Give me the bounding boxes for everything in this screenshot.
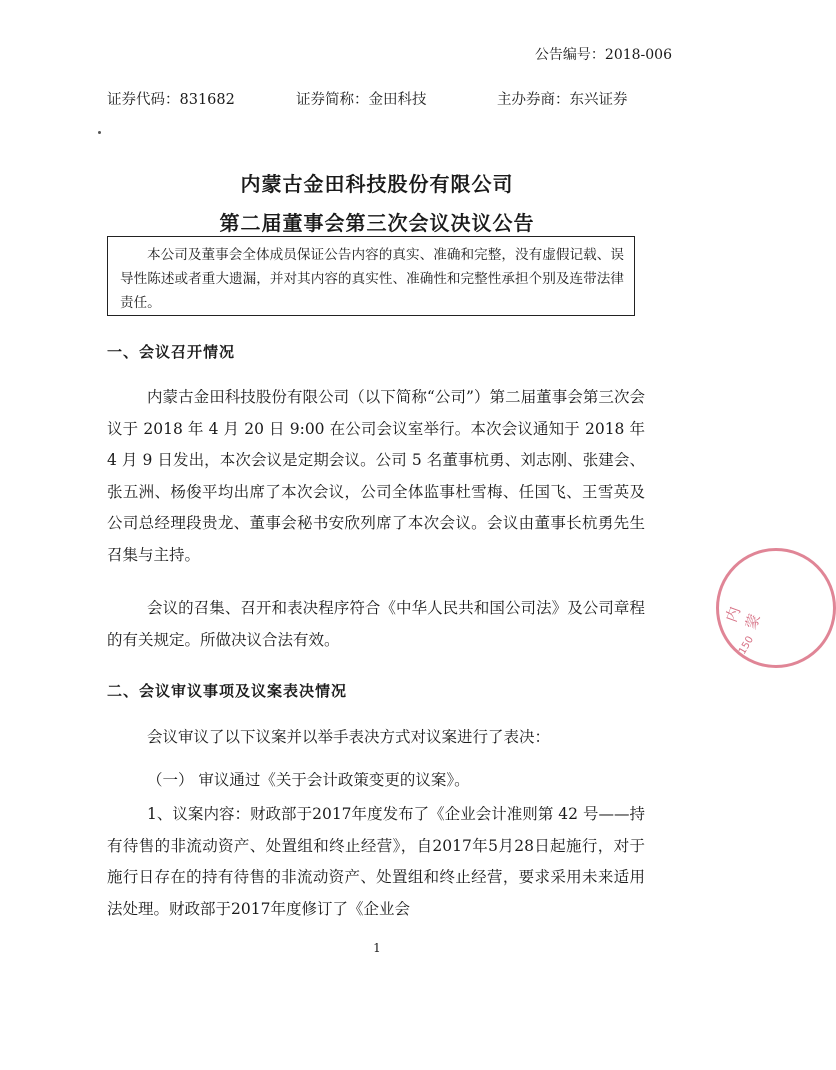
resolutions-intro: 会议审议了以下议案并以举手表决方式对议案进行了表决： bbox=[147, 728, 551, 746]
announcement-title: 第二届董事会第三次会议决议公告 bbox=[219, 211, 535, 235]
section-heading-resolutions: 二、会议审议事项及议案表决情况 bbox=[107, 682, 348, 700]
seal-number: 150 bbox=[737, 634, 757, 657]
legality-paragraph: 会议的召集、召开和表决程序符合《中华人民共和国公司法》及公司章程的有关规定。所做决议合法有效。 bbox=[107, 599, 645, 649]
page-number: 1 bbox=[373, 941, 381, 955]
resolution-item-title: （一） 审议通过《关于会计政策变更的议案》。 bbox=[147, 771, 470, 789]
company-title: 内蒙古金田科技股份有限公司 bbox=[240, 172, 514, 196]
section-heading-meeting: 一、会议召开情况 bbox=[107, 343, 236, 361]
sponsor-broker: 主办券商：东兴证券 bbox=[497, 92, 628, 108]
disclaimer-box: 本公司及董事会全体成员保证公告内容的真实、准确和完整，没有虚假记载、误导性陈述或者重大遗漏，并对其内容的真实性、准确性和完整性承担个别及连带法律责任。 bbox=[107, 236, 635, 316]
stock-short-name: 证券简称：金田科技 bbox=[296, 92, 427, 108]
stock-code: 证券代码：831682 bbox=[107, 92, 235, 108]
meeting-details-paragraph: 内蒙古金田科技股份有限公司（以下简称“公司”）第二届董事会第三次会议于 2018 年 4 月 20 日 9:00 在公司会议室举行。本次会议通知于 2018 年 4 月 9 日发出，本次会议是定期会议。公司 5 名董事杭勇、刘志刚、张建会、张五洲、杨俊平均出席了本次会议，公司全体监事杜雪梅、任国飞、王雪英及公司总经理段贵龙、董事会秘书安欣列席了本次会议。会议由董事长杭勇先生召集与主持。 bbox=[107, 388, 645, 564]
scan-speck bbox=[98, 131, 101, 134]
seal-lettering: 内蒙 bbox=[722, 604, 764, 632]
resolution-item-content: 1、议案内容：财政部于2017年度发布了《企业会计准则第 42 号——持有待售的非流动资产、处置组和终止经营》，自2017年5月28日起施行，对于施行日存在的持有待售的非流动资产、处置组和终止经营，要求采用未来适用法处理。财政部于2017年度修订了《企业会 bbox=[107, 805, 645, 918]
announcement-number: 公告编号：2018-006 bbox=[534, 47, 672, 63]
